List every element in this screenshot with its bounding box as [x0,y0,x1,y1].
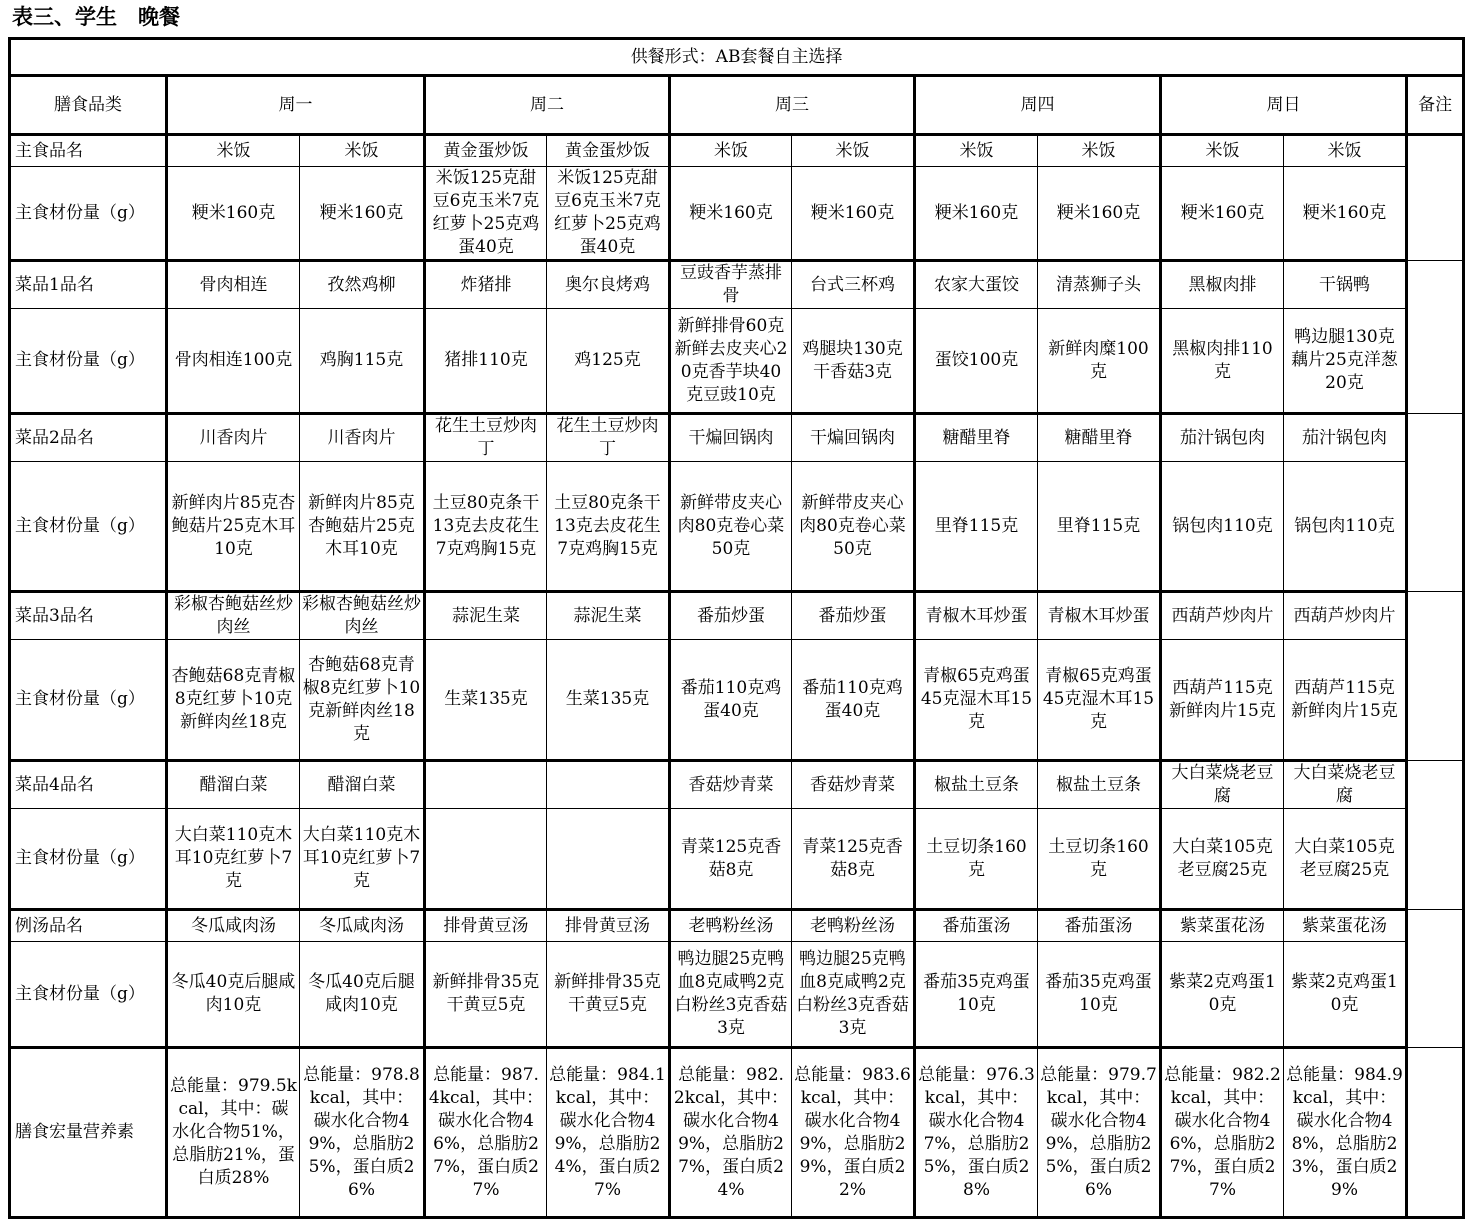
row-label: 菜品3品名 [10,592,167,640]
dish-name-cell: 西葫芦炒肉片 [1284,592,1407,640]
ingredient-qty-cell: 青菜125克香菇8克 [792,809,915,910]
ingredient-qty-cell: 新鲜带皮夹心肉80克卷心菜50克 [670,462,792,592]
dish-name-cell: 紫菜蛋花汤 [1161,910,1284,942]
ingredient-qty-cell: 粳米160克 [1038,167,1161,261]
dish-name-row [10,761,1464,809]
ingredient-qty-cell: 青椒65克鸡蛋45克湿木耳15克 [915,640,1038,761]
ingredient-qty-cell: 粳米160克 [792,167,915,261]
ingredient-qty-cell: 锅包肉110克 [1284,462,1407,592]
ingredient-qty-cell: 新鲜排骨60克新鲜去皮夹心20克香芋块40克豆豉10克 [670,309,792,414]
dish-name-cell: 奥尔良烤鸡 [547,261,670,309]
dish-name-cell: 花生土豆炒肉丁 [547,414,670,462]
ingredient-qty-cell: 鸡胸115克 [300,309,425,414]
ingredient-qty-row [10,167,1464,261]
dish-name-cell: 花生土豆炒肉丁 [425,414,547,462]
ingredient-qty-cell: 新鲜带皮夹心肉80克卷心菜50克 [792,462,915,592]
dish-name-cell: 大白菜烧老豆腐 [1161,761,1284,809]
dish-name-cell: 黄金蛋炒饭 [547,135,670,167]
remark-cell [1407,910,1464,1048]
remark-cell [1407,592,1464,761]
dish-name-cell: 米饭 [300,135,425,167]
ingredient-qty-cell: 黑椒肉排110克 [1161,309,1284,414]
dish-name-cell: 米饭 [1038,135,1161,167]
dish-name-cell: 排骨黄豆汤 [425,910,547,942]
remark-cell [1407,414,1464,592]
dish-name-cell: 骨肉相连 [167,261,300,309]
ingredient-qty-cell: 鸭边腿25克鸭血8克咸鸭2克白粉丝3克香菇3克 [670,942,792,1048]
dish-name-cell: 番茄蛋汤 [1038,910,1161,942]
dish-name-cell: 米饭 [167,135,300,167]
ingredient-qty-cell: 鸡125克 [547,309,670,414]
ingredient-qty-cell: 猪排110克 [425,309,547,414]
ingredient-qty-cell: 新鲜肉片85克杏鲍菇片25克木耳10克 [167,462,300,592]
row-label: 主食材份量（g） [10,809,167,910]
dish-name-cell: 椒盐土豆条 [1038,761,1161,809]
dish-name-cell: 冬瓜咸肉汤 [167,910,300,942]
dish-name-cell: 彩椒杏鲍菇丝炒肉丝 [300,592,425,640]
ingredient-qty-cell: 番茄35克鸡蛋10克 [1038,942,1161,1048]
ingredient-qty-cell: 鸭边腿25克鸭血8克咸鸭2克白粉丝3克香菇3克 [792,942,915,1048]
ingredient-qty-row [10,809,1464,910]
dish-name-cell: 台式三杯鸡 [792,261,915,309]
day-header: 周三 [670,76,915,135]
ingredient-qty-cell: 大白菜110克木耳10克红萝卜7克 [167,809,300,910]
dish-name-cell: 米饭 [915,135,1038,167]
dish-name-cell: 川香肉片 [167,414,300,462]
ingredient-qty-cell: 杏鲍菇68克青椒8克红萝卜10克新鲜肉丝18克 [167,640,300,761]
dish-name-cell: 香菇炒青菜 [670,761,792,809]
dish-name-cell [547,761,670,809]
dish-name-cell: 茄汁锅包肉 [1284,414,1407,462]
row-label: 主食材份量（g） [10,309,167,414]
nutrition-cell: 总能量：979.5kcal，其中：碳水化合物51%，总脂肪21%，蛋白质28% [167,1048,300,1218]
dish-name-row [10,910,1464,942]
ingredient-qty-cell: 土豆80克条干13克去皮花生7克鸡胸15克 [547,462,670,592]
ingredient-qty-cell: 粳米160克 [1284,167,1407,261]
dish-name-cell: 蒜泥生菜 [547,592,670,640]
remark-cell [1407,1048,1464,1218]
day-header: 周二 [425,76,670,135]
ingredient-qty-cell: 生菜135克 [425,640,547,761]
row-label: 菜品2品名 [10,414,167,462]
dish-name-row [10,135,1464,167]
ingredient-qty-cell: 新鲜肉片85克杏鲍菇片25克木耳10克 [300,462,425,592]
dinner-menu-table [8,37,1465,1219]
ingredient-qty-cell: 土豆切条160克 [1038,809,1161,910]
row-label: 主食材份量（g） [10,640,167,761]
ingredient-qty-cell: 紫菜2克鸡蛋10克 [1161,942,1284,1048]
ingredient-qty-cell: 杏鲍菇68克青椒8克红萝卜10克新鲜肉丝18克 [300,640,425,761]
dish-name-cell: 西葫芦炒肉片 [1161,592,1284,640]
ingredient-qty-cell: 大白菜110克木耳10克红萝卜7克 [300,809,425,910]
ingredient-qty-cell: 蛋饺100克 [915,309,1038,414]
dish-name-cell: 醋溜白菜 [167,761,300,809]
dish-name-cell: 川香肉片 [300,414,425,462]
dish-name-row [10,592,1464,640]
ingredient-qty-cell: 新鲜肉糜100克 [1038,309,1161,414]
dish-name-cell: 干煸回锅肉 [792,414,915,462]
nutrition-cell: 总能量：976.3kcal，其中：碳水化合物47%，总脂肪25%，蛋白质28% [915,1048,1038,1218]
ingredient-qty-cell: 粳米160克 [167,167,300,261]
nutrition-cell: 总能量：987.4kcal，其中：碳水化合物46%，总脂肪27%，蛋白质27% [425,1048,547,1218]
document-title: 表三、学生 晚餐 [12,5,180,29]
ingredient-qty-cell: 土豆80克条干13克去皮花生7克鸡胸15克 [425,462,547,592]
ingredient-qty-row [10,309,1464,414]
row-label: 例汤品名 [10,910,167,942]
remark-cell [1407,261,1464,414]
ingredient-qty-cell: 冬瓜40克后腿咸肉10克 [167,942,300,1048]
dish-name-cell: 青椒木耳炒蛋 [915,592,1038,640]
nutrition-cell: 总能量：984.9kcal，其中：碳水化合物48%，总脂肪23%，蛋白质29% [1284,1048,1407,1218]
dish-name-cell: 紫菜蛋花汤 [1284,910,1407,942]
dish-name-cell: 椒盐土豆条 [915,761,1038,809]
dish-name-cell: 排骨黄豆汤 [547,910,670,942]
dish-name-cell: 米饭 [1284,135,1407,167]
ingredient-qty-cell [547,809,670,910]
dish-name-cell: 干煸回锅肉 [670,414,792,462]
row-label: 主食材份量（g） [10,462,167,592]
ingredient-qty-cell: 青菜125克香菇8克 [670,809,792,910]
ingredient-qty-cell: 番茄110克鸡蛋40克 [670,640,792,761]
dish-name-row [10,414,1464,462]
dish-name-cell: 糖醋里脊 [1038,414,1161,462]
dish-name-cell: 彩椒杏鲍菇丝炒肉丝 [167,592,300,640]
ingredient-qty-cell: 粳米160克 [670,167,792,261]
ingredient-qty-cell: 里脊115克 [915,462,1038,592]
ingredient-qty-cell: 米饭125克甜豆6克玉米7克红萝卜25克鸡蛋40克 [425,167,547,261]
dish-name-cell: 番茄炒蛋 [670,592,792,640]
dish-name-cell: 大白菜烧老豆腐 [1284,761,1407,809]
ingredient-qty-cell: 新鲜排骨35克干黄豆5克 [425,942,547,1048]
ingredient-qty-cell: 锅包肉110克 [1161,462,1284,592]
ingredient-qty-cell: 里脊115克 [1038,462,1161,592]
nutrition-row [10,1048,1464,1218]
dish-name-cell: 青椒木耳炒蛋 [1038,592,1161,640]
day-header: 周四 [915,76,1161,135]
nutrition-cell: 总能量：982.2kcal，其中：碳水化合物49%，总脂肪27%，蛋白质24% [670,1048,792,1218]
ingredient-qty-row [10,640,1464,761]
ingredient-qty-cell: 大白菜105克老豆腐25克 [1284,809,1407,910]
row-label: 菜品1品名 [10,261,167,309]
service-mode: 供餐形式：AB套餐自主选择 [10,39,1464,76]
ingredient-qty-cell: 冬瓜40克后腿咸肉10克 [300,942,425,1048]
ingredient-qty-cell: 紫菜2克鸡蛋10克 [1284,942,1407,1048]
ingredient-qty-cell: 西葫芦115克新鲜肉片15克 [1161,640,1284,761]
dish-name-cell: 孜然鸡柳 [300,261,425,309]
row-label: 菜品4品名 [10,761,167,809]
row-label: 主食品名 [10,135,167,167]
dish-name-row [10,261,1464,309]
dish-name-cell: 干锅鸭 [1284,261,1407,309]
nutrition-cell: 总能量：982.2kcal，其中：碳水化合物46%，总脂肪27%，蛋白质27% [1161,1048,1284,1218]
remark-header: 备注 [1407,76,1464,135]
ingredient-qty-cell: 粳米160克 [300,167,425,261]
dish-name-cell: 番茄炒蛋 [792,592,915,640]
dish-name-cell: 醋溜白菜 [300,761,425,809]
dish-name-cell: 糖醋里脊 [915,414,1038,462]
ingredient-qty-cell: 番茄110克鸡蛋40克 [792,640,915,761]
dish-name-cell: 炸猪排 [425,261,547,309]
row-label: 主食材份量（g） [10,167,167,261]
row-label: 膳食宏量营养素 [10,1048,167,1218]
dish-name-cell: 农家大蛋饺 [915,261,1038,309]
ingredient-qty-row [10,462,1464,592]
nutrition-cell: 总能量：978.8kcal，其中：碳水化合物49%，总脂肪25%，蛋白质26% [300,1048,425,1218]
dish-name-cell [425,761,547,809]
ingredient-qty-cell: 鸭边腿130克藕片25克洋葱20克 [1284,309,1407,414]
dish-name-cell: 米饭 [670,135,792,167]
ingredient-qty-cell: 骨肉相连100克 [167,309,300,414]
ingredient-qty-cell: 鸡腿块130克干香菇3克 [792,309,915,414]
day-header: 周一 [167,76,425,135]
ingredient-qty-cell: 番茄35克鸡蛋10克 [915,942,1038,1048]
ingredient-qty-cell [425,809,547,910]
ingredient-qty-row [10,942,1464,1048]
ingredient-qty-cell: 米饭125克甜豆6克玉米7克红萝卜25克鸡蛋40克 [547,167,670,261]
dish-name-cell: 香菇炒青菜 [792,761,915,809]
remark-cell [1407,761,1464,910]
day-header: 周日 [1161,76,1407,135]
row-label: 主食材份量（g） [10,942,167,1048]
dish-name-cell: 番茄蛋汤 [915,910,1038,942]
dish-name-cell: 清蒸狮子头 [1038,261,1161,309]
dish-name-cell: 米饭 [1161,135,1284,167]
dish-name-cell: 黑椒肉排 [1161,261,1284,309]
nutrition-cell: 总能量：984.1kcal，其中：碳水化合物49%，总脂肪24%，蛋白质27% [547,1048,670,1218]
ingredient-qty-cell: 大白菜105克老豆腐25克 [1161,809,1284,910]
ingredient-qty-cell: 新鲜排骨35克干黄豆5克 [547,942,670,1048]
dish-name-cell: 老鸭粉丝汤 [792,910,915,942]
remark-cell [1407,135,1464,261]
dish-name-cell: 冬瓜咸肉汤 [300,910,425,942]
dish-name-cell: 黄金蛋炒饭 [425,135,547,167]
category-header: 膳食品类 [10,76,167,135]
ingredient-qty-cell: 粳米160克 [1161,167,1284,261]
ingredient-qty-cell: 土豆切条160克 [915,809,1038,910]
ingredient-qty-cell: 粳米160克 [915,167,1038,261]
dish-name-cell: 茄汁锅包肉 [1161,414,1284,462]
ingredient-qty-cell: 西葫芦115克新鲜肉片15克 [1284,640,1407,761]
dish-name-cell: 老鸭粉丝汤 [670,910,792,942]
nutrition-cell: 总能量：983.6kcal，其中：碳水化合物49%，总脂肪29%，蛋白质22% [792,1048,915,1218]
dish-name-cell: 蒜泥生菜 [425,592,547,640]
nutrition-cell: 总能量：979.7kcal，其中：碳水化合物49%，总脂肪25%，蛋白质26% [1038,1048,1161,1218]
ingredient-qty-cell: 生菜135克 [547,640,670,761]
dish-name-cell: 豆豉香芋蒸排骨 [670,261,792,309]
dish-name-cell: 米饭 [792,135,915,167]
ingredient-qty-cell: 青椒65克鸡蛋45克湿木耳15克 [1038,640,1161,761]
